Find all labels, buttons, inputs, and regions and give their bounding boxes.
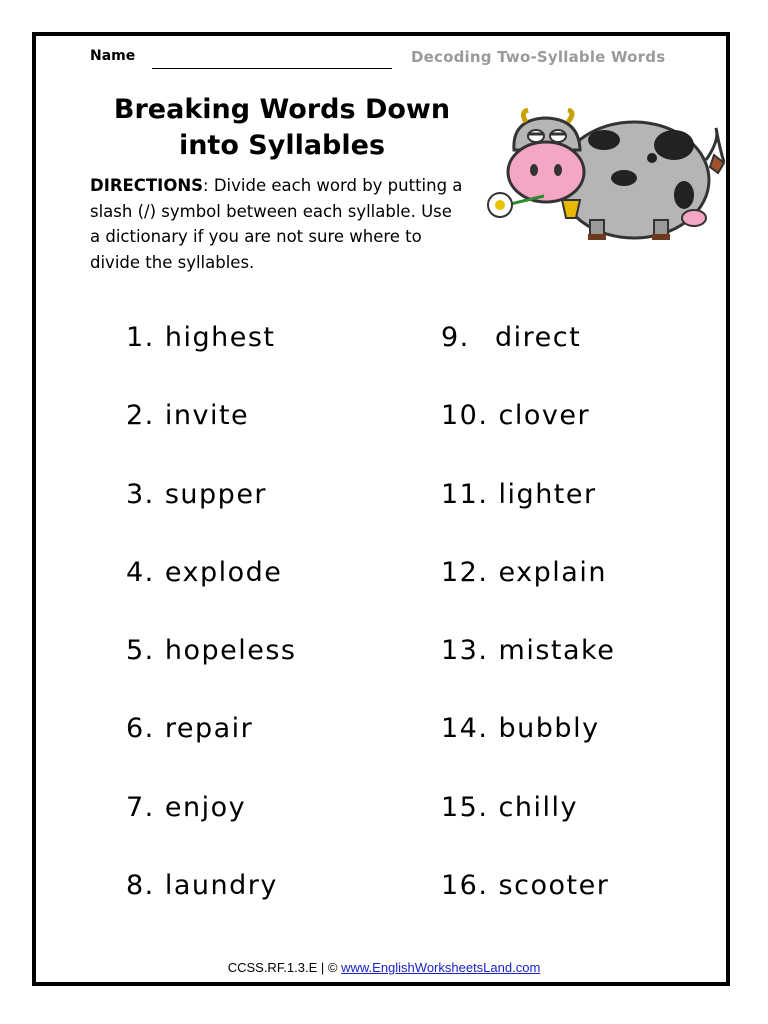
- name-write-line: [152, 68, 392, 69]
- title-line-2: into Syllables: [178, 130, 386, 161]
- list-item: 7. enjoy: [126, 792, 247, 823]
- list-item: 16. scooter: [441, 870, 610, 901]
- list-item: 10. clover: [441, 400, 591, 431]
- name-label: Name: [90, 48, 136, 64]
- worksheet-topic: Decoding Two-Syllable Words: [411, 48, 666, 66]
- footer-standard: CCSS.RF.1.3.E | ©: [227, 960, 338, 975]
- list-item: 5. hopeless: [126, 635, 297, 666]
- footer: [0, 960, 768, 975]
- directions: [90, 173, 465, 275]
- directions-label: DIRECTIONS: [90, 176, 204, 195]
- list-item: 11. lighter: [441, 479, 597, 510]
- list-item: 8. laundry: [126, 870, 278, 901]
- list-item: 6. repair: [126, 713, 254, 744]
- list-item: 13. mistake: [441, 635, 616, 666]
- list-item: 2. invite: [126, 400, 250, 431]
- list-item: 12. explain: [441, 557, 607, 588]
- worksheet-title: [96, 92, 468, 164]
- list-item: 14. bubbly: [441, 713, 600, 744]
- title-line-1: Breaking Words Down: [113, 94, 451, 125]
- directions-text: : Divide each word by putting a slash (/) symbol between each syllable. Use a dictionary if you are not sure where to divide the syllables.: [90, 176, 463, 272]
- website-link[interactable]: www.EnglishWorksheetsLand.com: [341, 960, 541, 975]
- list-item: 1. highest: [126, 322, 276, 353]
- cow-icon: [484, 100, 734, 250]
- list-item: 15. chilly: [441, 792, 578, 823]
- list-item: 9. direct: [441, 322, 582, 353]
- list-item: 3. supper: [126, 479, 268, 510]
- list-item: 4. explode: [126, 557, 283, 588]
